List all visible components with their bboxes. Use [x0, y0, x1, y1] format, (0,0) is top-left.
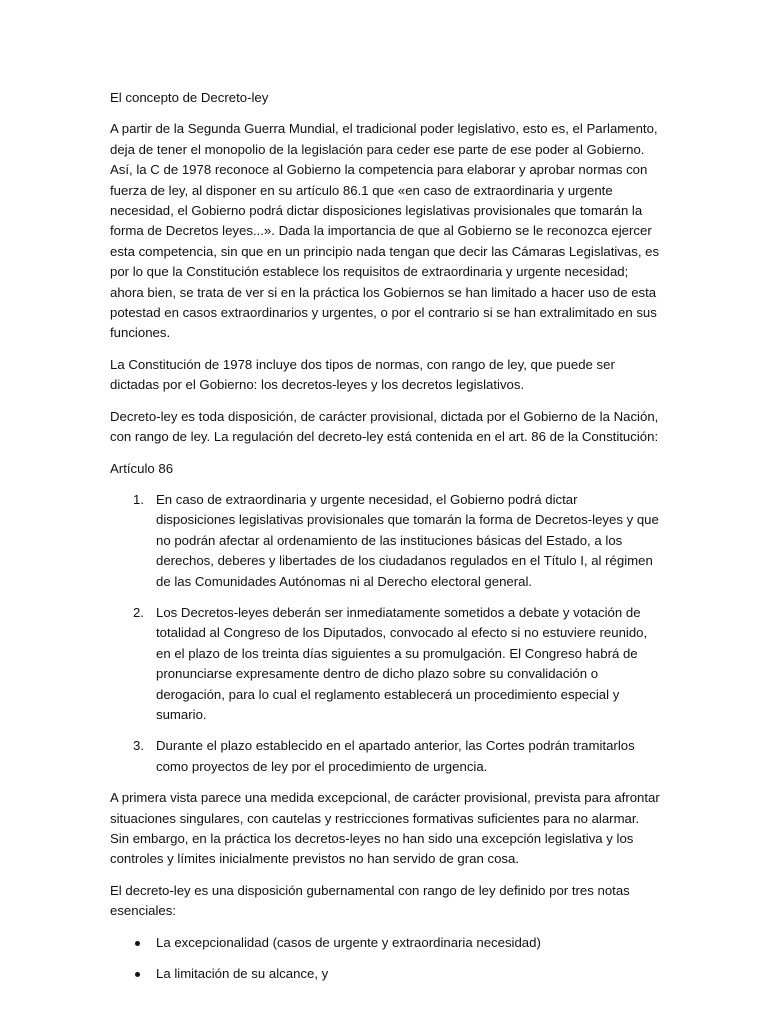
paragraph-intro: A partir de la Segunda Guerra Mundial, el tradicional poder legislativo, esto es, el Parlamento, deja de tener el monopolio de la legislación para ceder ese parte de ese poder al Gobierno. Así, la C de 1978 reconoce al Gobierno la competencia para elaborar y aprobar normas con fuerza de ley, al disponer en su artículo 86.1 que «en caso de extraordinaria y urgente necesidad, el Gobierno podrá dictar disposiciones legislativas provisionales que tomarán la forma de Decretos leyes...». Dada la importancia de que al Gobierno se le reconozca ejercer esta competencia, sin que en un principio nada tengan que decir las Cámaras Legislativas, es por lo que la Constitución establece los requisitos de extraordinaria y urgente necesidad; ahora bien, se trata de ver si en la práctica los Gobiernos se han limitado a hacer uso de esta potestad en casos extraordinarios y urgentes, o por el contrario si se han extralimitado en sus funciones. [110, 121, 660, 341]
list-item-text: En caso de extraordinaria y urgente necesidad, el Gobierno podrá dictar disposiciones legislativas provisionales que tomarán la forma de Decretos-leyes y que no podrán afectar al ordenamiento de las instituciones básicas del Estado, a los derechos, deberes y libertades de los ciudadanos regulados en el Título I, al régimen de las Comunidades Autónomas ni al Derecho electoral general. [156, 491, 659, 589]
document-page [110, 88, 660, 995]
list-item [110, 933, 660, 953]
list-item-text: Durante el plazo establecido en el apartado anterior, las Cortes podrán tramitarlos como proyectos de ley por el procedimiento de urgencia. [156, 738, 635, 774]
list-item [110, 736, 660, 777]
list-item-number: 3. [133, 738, 144, 754]
article-heading: Artículo 86 [110, 460, 174, 476]
list-item-text: Los Decretos-leyes deberán ser inmediatamente sometidos a debate y votación de totalidad al Congreso de los Diputados, convocado al efecto si no estuviere reunido, en el plazo de los treinta días siguientes a su promulgación. El Congreso habrá de pronunciarse expresamente dentro de dicho plazo sobre su convalidación o derogación, para lo cual el reglamento establecerá un procedimiento especial y sumario. [156, 604, 648, 722]
list-item-text: La excepcionalidad (casos de urgente y extraordinaria necesidad) [156, 934, 541, 950]
list-item [110, 603, 660, 725]
bullet-icon [135, 941, 140, 946]
paragraph-definition: Decreto-ley es toda disposición, de carácter provisional, dictada por el Gobierno de la Nación, con rango de ley. La regulación del decreto-ley está contenida en el art. 86 de la Constitución: [110, 408, 659, 445]
bullet-icon [135, 972, 140, 977]
list-item-text: La limitación de su alcance, y [156, 966, 329, 982]
list-item-number: 2. [133, 604, 144, 620]
list-item [110, 490, 660, 592]
article-list [110, 490, 660, 777]
paragraph-first-view: A primera vista parece una medida excepcional, de carácter provisional, prevista para afrontar situaciones singulares, con cautelas y restricciones formativas suficientes para no alarmar. Sin embargo, en la práctica los decretos-leyes no han sido una excepción legislativa y los controles y límites inicialmente previstos no han servido de gran cosa. [110, 790, 660, 867]
document-title: El concepto de Decreto-ley [110, 90, 269, 105]
list-item-number: 1. [133, 491, 144, 507]
paragraph-norm-types: La Constitución de 1978 incluye dos tipos de normas, con rango de ley, que puede ser dictadas por el Gobierno: los decretos-leyes y los decretos legislativos. [110, 356, 615, 393]
notes-list [110, 933, 660, 985]
list-item [110, 964, 660, 984]
paragraph-essential-notes: El decreto-ley es una disposición gubernamental con rango de ley definido por tres notas esenciales: [110, 882, 630, 919]
